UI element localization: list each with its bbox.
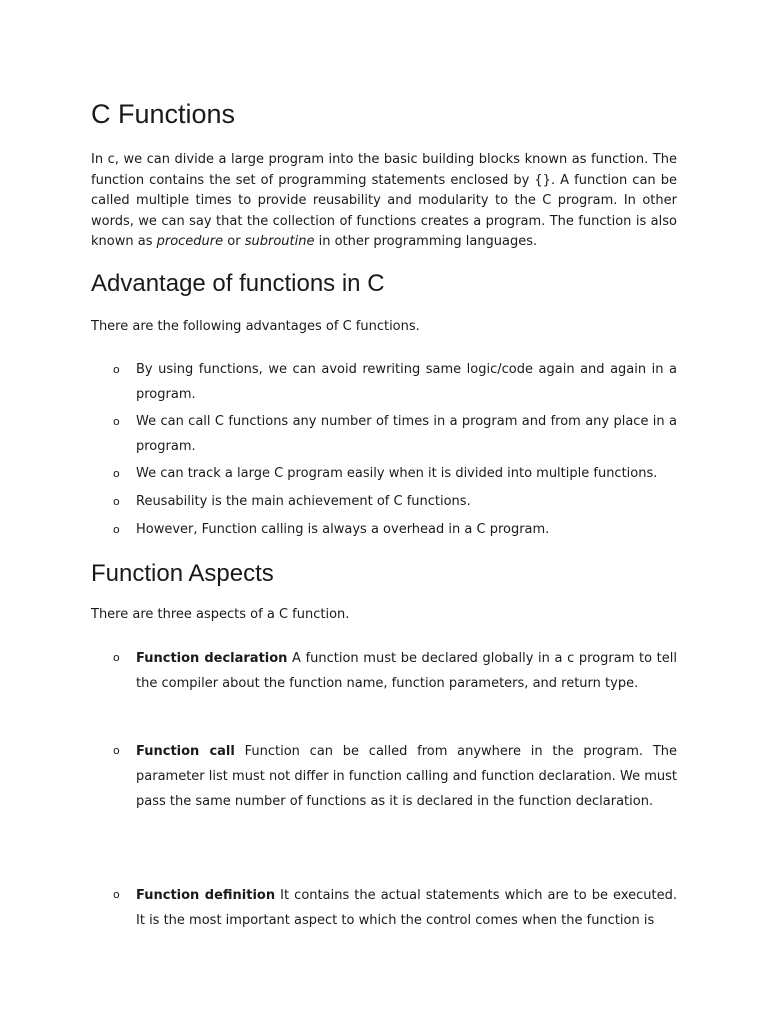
aspect-description: It contains the actual statements which are to be executed. It is the most important aspect to which the control comes when the function is <box>136 888 677 928</box>
intro-paragraph <box>91 150 677 253</box>
list-item-text <box>136 883 677 933</box>
bullet-marker: o <box>113 495 120 508</box>
list-item-text: We can call C functions any number of times in a program and from any place in a program. <box>136 414 677 454</box>
intro-em-procedure: procedure <box>156 234 224 249</box>
bullet-marker: o <box>113 467 120 480</box>
list-item-text: Reusability is the main achievement of C functions. <box>136 494 471 509</box>
bullet-marker: o <box>113 651 120 664</box>
aspect-term: Function declaration <box>136 651 288 666</box>
page-title: C Functions <box>91 99 236 129</box>
bullet-marker: o <box>113 523 120 536</box>
bullet-marker: o <box>113 363 120 376</box>
bullet-marker: o <box>113 888 120 901</box>
aspects-lead: There are three aspects of a C function. <box>91 607 350 622</box>
aspect-term: Function definition <box>136 888 276 903</box>
intro-text-1: In c, we can divide a large program into the basic building blocks known as function. The function contains the set of programming statements enclosed by {}. A function can be called multiple times to provide reusability and modularity to the C program. In other words, we can say that the collection of functions creates a program. The function is also known as <box>91 152 677 249</box>
aspect-description: Function can be called from anywhere in the program. The parameter list must not differ in function calling and function declaration. We must pass the same number of functions as it is declared in the function declaration. <box>136 744 677 809</box>
list-item-text <box>136 739 677 814</box>
aspect-term: Function call <box>136 744 235 759</box>
list-item-text: We can track a large C program easily when it is divided into multiple functions. <box>136 466 658 481</box>
bullet-marker: o <box>113 744 120 757</box>
list-item-text: However, Function calling is always a overhead in a C program. <box>136 522 550 537</box>
list-item-text: By using functions, we can avoid rewriting same logic/code again and again in a program. <box>136 362 677 402</box>
intro-em-subroutine: subroutine <box>244 234 315 249</box>
advantages-lead: There are the following advantages of C functions. <box>91 319 420 334</box>
intro-text-3: in other programming languages. <box>314 234 538 249</box>
intro-text-2: or <box>223 234 245 249</box>
advantages-heading: Advantage of functions in C <box>91 270 385 297</box>
list-item-text <box>136 646 677 696</box>
aspects-heading: Function Aspects <box>91 560 274 587</box>
aspect-description: A function must be declared globally in a c program to tell the compiler about the function name, function parameters, and return type. <box>136 651 677 691</box>
bullet-marker: o <box>113 415 120 428</box>
